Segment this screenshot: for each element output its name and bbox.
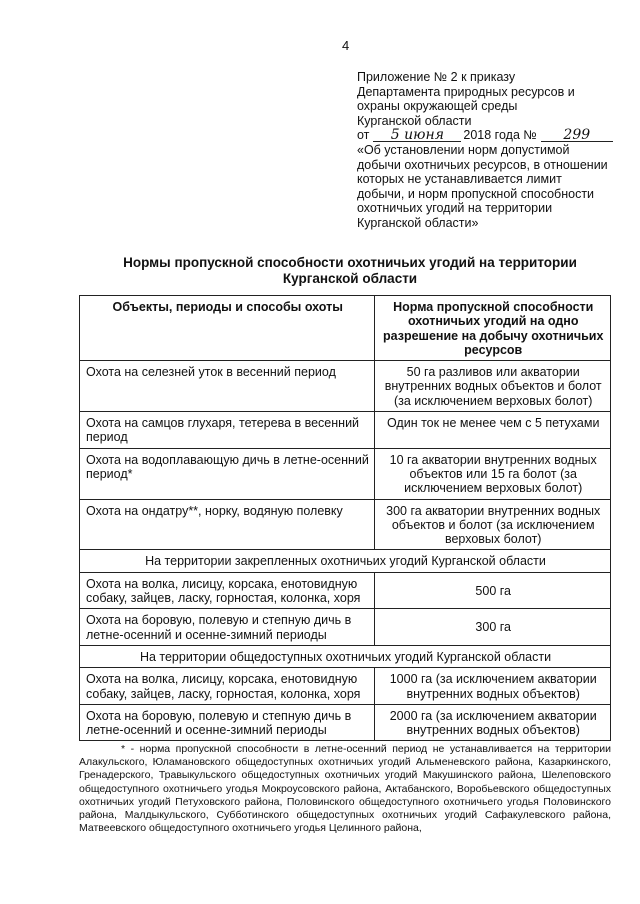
order-title-line: «Об установлении норм допустимой bbox=[357, 142, 570, 157]
order-title-line: Курганской области» bbox=[357, 215, 479, 230]
document-title-line: Курганской области bbox=[282, 271, 418, 286]
table-section-row bbox=[80, 645, 611, 667]
table-row bbox=[80, 448, 611, 499]
cell-object: Охота на волка, лисицу, корсака, енотовидную собаку, зайцев, ласку, горностая, колонка, хоря bbox=[80, 668, 375, 705]
appendix-date-line bbox=[357, 128, 627, 143]
table-row bbox=[80, 572, 611, 609]
table-section-row bbox=[80, 550, 611, 572]
order-title-line: которых не устанавливается лимит bbox=[357, 172, 562, 187]
order-title-line: охотничьих угодий на территории bbox=[357, 201, 553, 216]
appendix-header bbox=[357, 70, 627, 231]
section-heading: На территории закрепленных охотничьих угодий Курганской области bbox=[80, 550, 611, 572]
cell-norm: 300 га bbox=[375, 609, 611, 646]
handwritten-date: 5 июня bbox=[373, 129, 461, 142]
document-title-line: Нормы пропускной способности охотничьих угодий на территории bbox=[123, 255, 577, 270]
header-objects: Объекты, периоды и способы охоты bbox=[80, 296, 375, 361]
header-norm: Норма пропускной способности охотничьих угодий на одно разрешение на добычу охотничьих ресурсов bbox=[375, 296, 611, 361]
footnote: * - норма пропускной способности в летне-осенний период не устанавливается на территории Алакульского, Юламановского общедоступных охотничьих угодий Альменевского района, Казаркинского, Гренадерского, Травыкульского общедоступных охотничьих угодий Макушинского района, Шелеповского общедоступного охотничьего угодья Мокроусовского района, Актабанского, Воробьевского общедоступных охотничьих угодий Петуховского района, Половинского общедоступного охотничьего угодья Половинского района, Малдыкульского, Субботинского общедоступных охотничьих угодий Сафакулевского района, Матвеевского общедоступного охотничьего угодья Целинного района, bbox=[79, 743, 611, 835]
cell-object: Охота на боровую, полевую и степную дичь в летне-осенний и осенне-зимний периоды bbox=[80, 704, 375, 741]
cell-norm: Один ток не менее чем с 5 петухами bbox=[375, 412, 611, 449]
cell-norm: 10 га акватории внутренних водных объектов или 15 га болот (за исключением верховых болот) bbox=[375, 448, 611, 499]
norms-table bbox=[79, 295, 611, 741]
date-prefix: от bbox=[357, 128, 370, 143]
cell-norm: 50 га разливов или акватории внутренних водных объектов и болот (за исключением верховых болот) bbox=[375, 361, 611, 412]
cell-object: Охота на селезней уток в весенний период bbox=[80, 361, 375, 412]
cell-norm: 500 га bbox=[375, 572, 611, 609]
cell-object: Охота на водоплавающую дичь в летне-осенний период* bbox=[80, 448, 375, 499]
handwritten-order-number: 299 bbox=[541, 129, 613, 142]
appendix-line: охраны окружающей среды bbox=[357, 99, 518, 114]
appendix-line: Приложение № 2 к приказу bbox=[357, 70, 516, 84]
cell-norm: 2000 га (за исключением акватории внутренних водных объектов) bbox=[375, 704, 611, 741]
cell-norm: 1000 га (за исключением акватории внутренних водных объектов) bbox=[375, 668, 611, 705]
page-number: 4 bbox=[342, 38, 350, 53]
cell-object: Охота на ондатру**, норку, водяную полевку bbox=[80, 499, 375, 550]
table-row bbox=[80, 361, 611, 412]
date-suffix: 2018 года № bbox=[463, 128, 537, 143]
table-row bbox=[80, 704, 611, 741]
document-title bbox=[100, 255, 600, 287]
table-row bbox=[80, 412, 611, 449]
cell-object: Охота на самцов глухаря, тетерева в весенний период bbox=[80, 412, 375, 449]
table-row bbox=[80, 499, 611, 550]
appendix-line: Департамента природных ресурсов и bbox=[357, 84, 575, 99]
appendix-line: Курганской области bbox=[357, 113, 472, 128]
cell-object: Охота на боровую, полевую и степную дичь в летне-осенний и осенне-зимний периоды bbox=[80, 609, 375, 646]
order-title-line: добычи, и норм пропускной способности bbox=[357, 186, 595, 201]
cell-object: Охота на волка, лисицу, корсака, енотовидную собаку, зайцев, ласку, горностая, колонка, хоря bbox=[80, 572, 375, 609]
table-row bbox=[80, 668, 611, 705]
table-header-row bbox=[80, 296, 611, 361]
section-heading: На территории общедоступных охотничьих угодий Курганской области bbox=[80, 645, 611, 667]
cell-norm: 300 га акватории внутренних водных объектов и болот (за исключением верховых болот) bbox=[375, 499, 611, 550]
order-title-line: добычи охотничьих ресурсов, в отношении bbox=[357, 157, 608, 172]
table-row bbox=[80, 609, 611, 646]
